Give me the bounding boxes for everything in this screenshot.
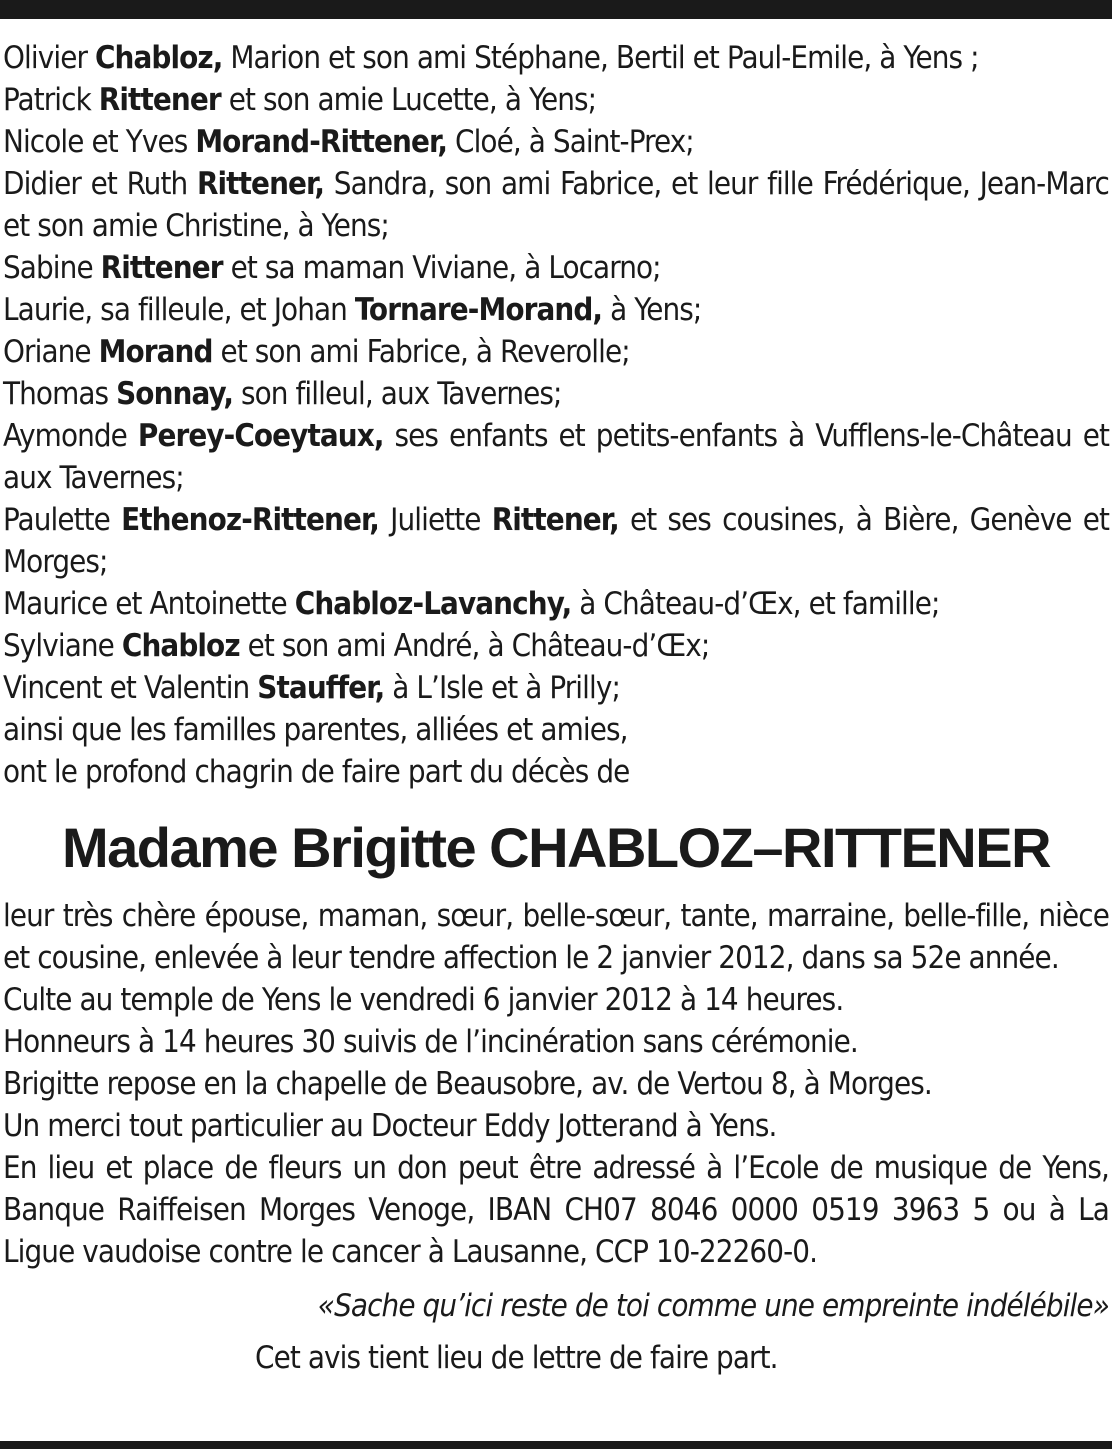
body-paragraph: Brigitte repose en la chapelle de Beausobre, av. de Vertou 8, à Morges. xyxy=(3,1066,932,1102)
family-line: Oriane Morand et son ami Fabrice, à Reverolle; xyxy=(3,334,630,370)
family-line: Nicole et Yves Morand-Rittener, Cloé, à Saint-Prex; xyxy=(3,124,694,160)
family-line: Patrick Rittener et son amie Lucette, à Yens; xyxy=(3,82,597,118)
family-line: Thomas Sonnay, son filleul, aux Tavernes; xyxy=(3,376,562,412)
family-line: Sylviane Chabloz et son ami André, à Château-d’Œx; xyxy=(3,628,710,664)
body-paragraph: Honneurs à 14 heures 30 suivis de l’incinération sans cérémonie. xyxy=(3,1024,858,1060)
intro-tail-line: ainsi que les familles parentes, alliées et amies, xyxy=(3,712,628,748)
obituary-notice xyxy=(3,37,1109,1379)
body-paragraph: leur très chère épouse, maman, sœur, belle-sœur, tante, marraine, belle-fille, nièce et cousine, enlevée à leur tendre affection le 2 janvier 2012, dans sa 52e année. xyxy=(3,898,1109,976)
family-line: Didier et Ruth Rittener, Sandra, son ami Fabrice, et leur fille Frédérique, Jean-Marc et son amie Christine, à Yens; xyxy=(3,166,1109,244)
body-paragraph: En lieu et place de fleurs un don peut être adressé à l’Ecole de musique de Yens, Banque Raiffeisen Morges Venoge, IBAN CH07 8046 0000 0519 3963 5 ou à La Ligue vaudoise contre le cancer à Lausanne, CCP 10-22260-0. xyxy=(3,1150,1109,1270)
family-line: Paulette Ethenoz-Rittener, Juliette Rittener, et ses cousines, à Bière, Genève et Morges; xyxy=(3,502,1110,580)
intro-tail-line: ont le profond chagrin de faire part du décès de xyxy=(3,754,630,790)
body-paragraph: Un merci tout particulier au Docteur Eddy Jotterand à Yens. xyxy=(3,1108,777,1144)
bottom-rule xyxy=(0,1441,1112,1449)
family-line: Vincent et Valentin Stauffer, à L’Isle et à Prilly; xyxy=(3,670,620,706)
family-line: Sabine Rittener et sa maman Viviane, à Locarno; xyxy=(3,250,661,286)
closing-note: Cet avis tient lieu de lettre de faire part. xyxy=(255,1340,778,1376)
notice-body xyxy=(3,895,1109,1273)
family-line: Aymonde Perey-Coeytaux, ses enfants et petits-enfants à Vufflens-le-Château et aux Tavernes; xyxy=(3,418,1109,496)
memorial-quote: «Sache qu’ici reste de toi comme une empreinte indélébile» xyxy=(317,1288,1109,1324)
family-list xyxy=(3,37,1109,793)
top-rule xyxy=(0,0,1112,19)
body-paragraph: Culte au temple de Yens le vendredi 6 janvier 2012 à 14 heures. xyxy=(3,982,844,1018)
family-line: Olivier Chabloz, Marion et son ami Stéphane, Bertil et Paul-Emile, à Yens ; xyxy=(3,40,979,76)
family-line: Maurice et Antoinette Chabloz-Lavanchy, à Château-d’Œx, et famille; xyxy=(3,586,940,622)
family-line: Laurie, sa filleule, et Johan Tornare-Morand, à Yens; xyxy=(3,292,702,328)
deceased-name: Madame Brigitte CHABLOZ–RITTENER xyxy=(61,816,1051,879)
